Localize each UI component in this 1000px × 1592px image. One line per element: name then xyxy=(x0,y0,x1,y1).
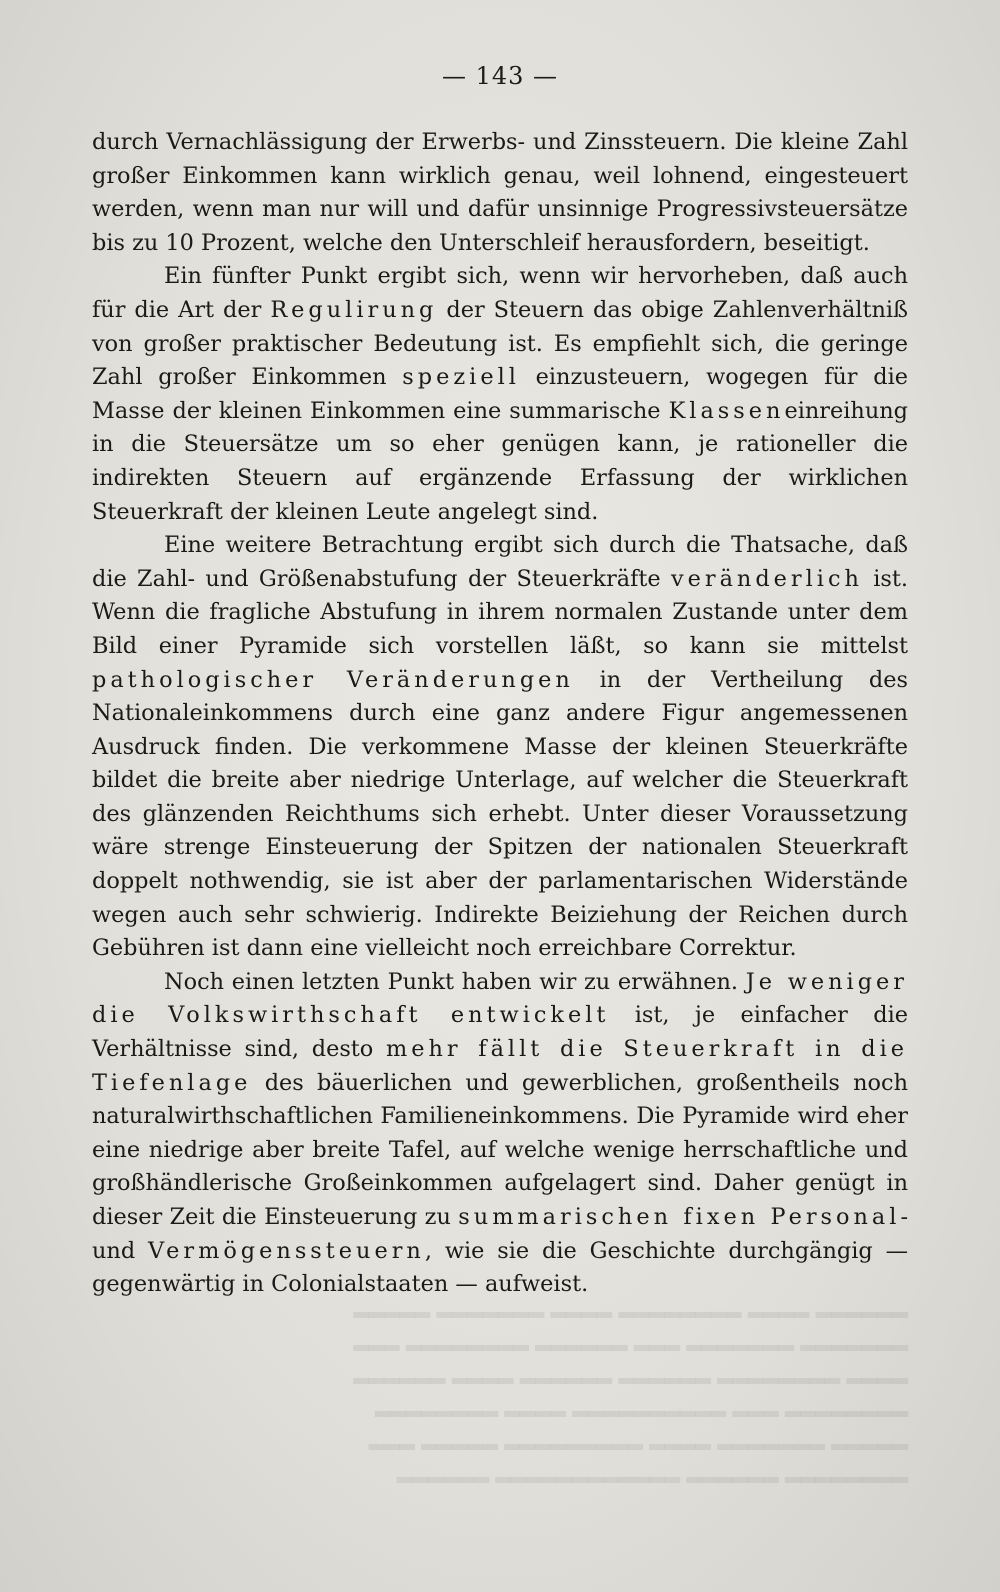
text-run: der Steuern das obige Zahlenverhältniß von großer praktischer Bedeutung ist. Es empfiehlt sich, die geringe Zahl großer Einkommen xyxy=(92,296,908,391)
paragraph-4 xyxy=(92,966,908,1302)
body-text xyxy=(92,126,908,1302)
paragraph-2 xyxy=(92,260,908,529)
faint-line: ▂▂▂▂▂ ▂▂▂▂▂▂▂ ▂▂▂▂ ▂▂▂▂▂▂▂▂▂ ▂▂▂▂▂ ▂▂▂ xyxy=(368,1426,908,1450)
faint-line: ▂▂▂▂ ▂▂▂▂▂▂▂▂ ▂▂▂▂▂▂ ▂▂▂▂▂▂ ▂▂▂▂ ▂▂▂▂▂▂ xyxy=(353,1360,908,1384)
show-through-texture xyxy=(98,1290,908,1488)
page-number: — 143 — xyxy=(441,62,559,90)
text-run: einzusteuern, wogegen für die Masse der kleinen Einkommen eine summarische xyxy=(92,364,908,424)
text-run: ist. Wenn die fragliche Abstufung in ihrem normalen Zustande unter dem Bild einer Pyramide sich vorstellen läßt, so kann sie mittelst xyxy=(92,565,908,659)
emphasized-text: Regulirung xyxy=(270,296,438,323)
emphasized-text: Klassen xyxy=(668,397,785,424)
faint-line: ▂▂▂▂▂▂▂▂ ▂▂▂▂▂▂ ▂▂▂▂▂▂▂▂▂▂▂▂ ▂▂▂▂▂▂ xyxy=(396,1459,908,1483)
text-run: Noch einen letzten Punkt haben wir zu erwähnen. xyxy=(164,968,746,995)
faint-line: ▂▂▂▂▂▂ ▂▂▂▂ ▂▂▂▂▂▂▂▂ ▂▂▂▂ ▂▂▂▂▂▂▂ ▂▂▂▂▂ xyxy=(353,1294,908,1318)
text-run: Ein fünfter Punkt ergibt sich, wenn wir hervorheben, daß auch für die Art der xyxy=(92,263,908,323)
faint-line: ▂▂▂▂▂▂▂▂ ▂▂▂ ▂▂▂▂▂▂▂▂▂▂ ▂▂▂▂ ▂▂▂▂▂▂▂▂ xyxy=(375,1393,908,1417)
emphasized-text: summarischen fixen Personal xyxy=(458,1204,901,1230)
emphasized-text: mehr fällt die Steuerkraft in die Tiefenlage xyxy=(92,1036,908,1096)
text-run: des bäuerlichen und gewerblichen, großentheils noch naturalwirthschaftlichen Familieneinkommens. Die Pyramide wird eher eine niedrige aber breite Tafel, auf welche wenige herrschaftliche und großhändlerische Großeinkommen aufgelagert sind. Daher genügt in dieser Zeit die Einsteuerung zu xyxy=(92,1069,908,1230)
text-run: , wie sie die Geschichte durchgängig — gegenwärtig in Colonialstaaten — aufweist. xyxy=(92,1237,908,1298)
paragraph-3 xyxy=(92,529,908,966)
text-run: Eine weitere Betrachtung ergibt sich durch die Thatsache, daß die Zahl- und Größenabstufung der Steuerkräfte xyxy=(92,532,908,592)
emphasized-text: veränderlich xyxy=(670,565,863,592)
text-run: einreihung in die Steuersätze um so eher genügen kann, je rationeller die indirekten Steuern auf ergänzende Erfassung der wirklichen Steuerkraft der kleinen Leute angelegt sind. xyxy=(92,397,908,525)
faint-line: ▂▂▂▂▂▂▂ ▂▂▂▂▂▂▂ ▂▂▂ ▂▂▂▂▂▂ ▂▂▂▂▂▂▂▂ ▂▂▂ xyxy=(353,1327,908,1351)
text-run: - und xyxy=(92,1204,909,1264)
emphasized-text: speziell xyxy=(402,364,520,391)
emphasized-text: Je weniger die Volkswirthschaft entwickelt xyxy=(92,968,908,1029)
text-run: durch Vernachlässigung der Erwerbs- und Zinssteuern. Die kleine Zahl großer Einkommen kann wirklich genau, weil lohnend, eingesteuert werden, wenn man nur will und dafür unsinnige Progressivsteuersätze bis zu 10 Prozent, welche den Unterschleif herausfordern, beseitigt. xyxy=(92,129,908,256)
paragraph-1 xyxy=(92,126,908,260)
text-run: ist, je einfacher die Verhältnisse sind, desto xyxy=(92,1002,908,1063)
emphasized-text: Vermögenssteuern xyxy=(148,1237,425,1264)
emphasized-text: pathologischer Veränderungen xyxy=(92,666,574,693)
text-run: in der Vertheilung des Nationaleinkommens durch eine ganz andere Figur angemessenen Ausdruck finden. Die verkommene Masse der kleinen Steuerkräfte bildet die breite aber niedrige Unterlage, auf welcher die Steuerkraft des glänzenden Reichthums sich erhebt. Unter dieser Voraussetzung wäre strenge Einsteuerung der Spitzen der nationalen Steuerkraft doppelt nothwendig, sie ist aber der parlamentarischen Widerstände wegen auch sehr schwierig. Indirekte Beiziehung der Reichen durch Gebühren ist dann eine vielleicht noch erreichbare Correktur. xyxy=(92,666,908,962)
